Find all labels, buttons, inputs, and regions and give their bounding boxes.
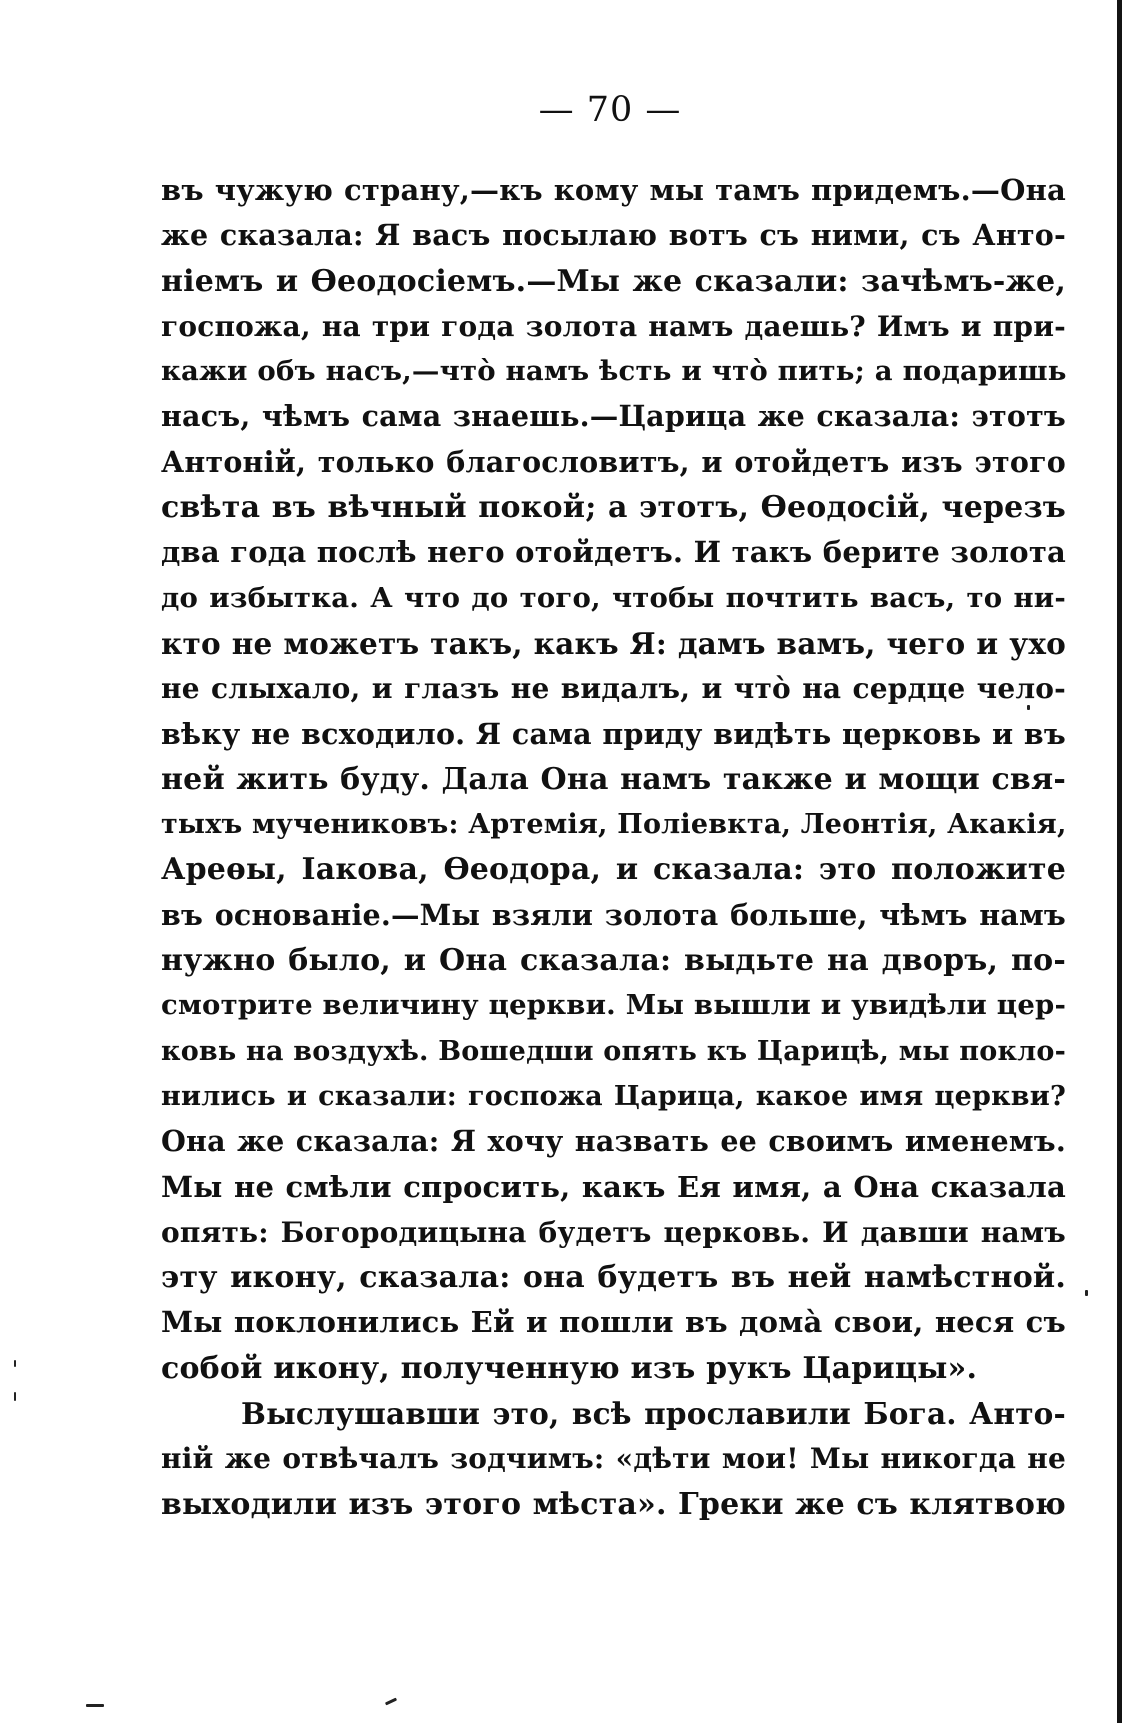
text-line: нились и сказали: госпожа Царица, какое имя церкви? bbox=[161, 1080, 1066, 1112]
scan-speck bbox=[1027, 705, 1030, 710]
text-line: Ареѳы, Іакова, Ѳеодора, и сказала: это положите bbox=[161, 852, 1066, 888]
text-line: же сказала: Я васъ посылаю вотъ съ ними, съ Анто- bbox=[161, 218, 1066, 253]
text-line: до избытка. А что до того, чтобы почтить васъ, то ни- bbox=[161, 581, 1066, 614]
scan-speck bbox=[14, 1392, 16, 1401]
text-line: нужно было, и Она сказала: выдьте на дворъ, по- bbox=[161, 943, 1066, 979]
text-line: Она же сказала: Я хочу назвать ее своимъ именемъ. bbox=[161, 1124, 1066, 1159]
text-line: выходили изъ этого мѣста». Греки же съ клятвою bbox=[161, 1486, 1066, 1522]
text-line: кто не можетъ такъ, какъ Я: дамъ вамъ, чего и ухо bbox=[161, 625, 1066, 661]
scan-speck bbox=[14, 1360, 16, 1367]
text-line: вѣку не всходило. Я сама приду видѣть церковь и въ bbox=[161, 716, 1066, 751]
text-line: Антоній, только благословитъ, и отойдетъ изъ этого bbox=[161, 444, 1066, 479]
text-line: въ чужую страну,—къ кому мы тамъ придемъ.—Она bbox=[161, 173, 1066, 207]
page-edge-border bbox=[1117, 0, 1122, 1723]
page-number: — 70 — bbox=[538, 90, 682, 130]
text-line: опять: Богородицына будетъ церковь. И давши намъ bbox=[161, 1215, 1066, 1249]
text-line: не слыхало, и глазъ не видалъ, и что̀ на сердце чело- bbox=[161, 672, 1066, 706]
text-line: смотрите величину церкви. Мы вышли и увидѣли цер- bbox=[161, 989, 1067, 1022]
text-line: собой икону, полученную изъ рукъ Царицы». bbox=[161, 1350, 978, 1386]
text-line: ней жить буду. Дала Она намъ также и мощи свя- bbox=[161, 761, 1066, 797]
text-line: ній же отвѣчалъ зодчимъ: «дѣти мои! Мы никогда не bbox=[161, 1442, 1066, 1476]
body-text bbox=[161, 168, 1066, 1527]
text-line: тыхъ мучениковъ: Артемія, Поліевкта, Леонтія, Акакія, bbox=[161, 809, 1067, 841]
text-line: свѣта въ вѣчный покой; а этотъ, Ѳеодосій, черезъ bbox=[161, 490, 1066, 526]
text-line: въ основаніе.—Мы взяли золота больше, чѣмъ намъ bbox=[161, 897, 1066, 932]
text-line: госпожа, на три года золота намъ даешь? Имъ и при- bbox=[161, 309, 1066, 343]
text-line: Выслушавши это, всѣ прославили Бога. Анто- bbox=[241, 1396, 1066, 1432]
text-line: кажи объ насъ,—что̀ намъ ѣсть и что̀ пить; а подаришь bbox=[161, 355, 1067, 388]
text-line: Мы поклонились Ей и пошли въ домà свои, неся съ bbox=[161, 1305, 1066, 1340]
text-line: эту икону, сказала: она будетъ въ ней намѣстной. bbox=[161, 1260, 1066, 1296]
text-line: насъ, чѣмъ сама знаешь.—Царица же сказала: этотъ bbox=[161, 399, 1066, 434]
text-line: два года послѣ него отойдетъ. И такъ берите золота bbox=[161, 535, 1066, 570]
scan-speck bbox=[86, 1704, 104, 1707]
text-line: Мы не смѣли спросить, какъ Ея имя, а Она сказала bbox=[161, 1169, 1066, 1204]
text-line: ковь на воздухѣ. Вошедши опять къ Царицѣ, мы покло- bbox=[161, 1035, 1066, 1067]
scan-speck bbox=[1085, 1290, 1088, 1296]
text-line: ніемъ и Ѳеодосіемъ.—Мы же сказали: зачѣмъ-же, bbox=[161, 263, 1066, 299]
scan-speck bbox=[385, 1698, 397, 1706]
